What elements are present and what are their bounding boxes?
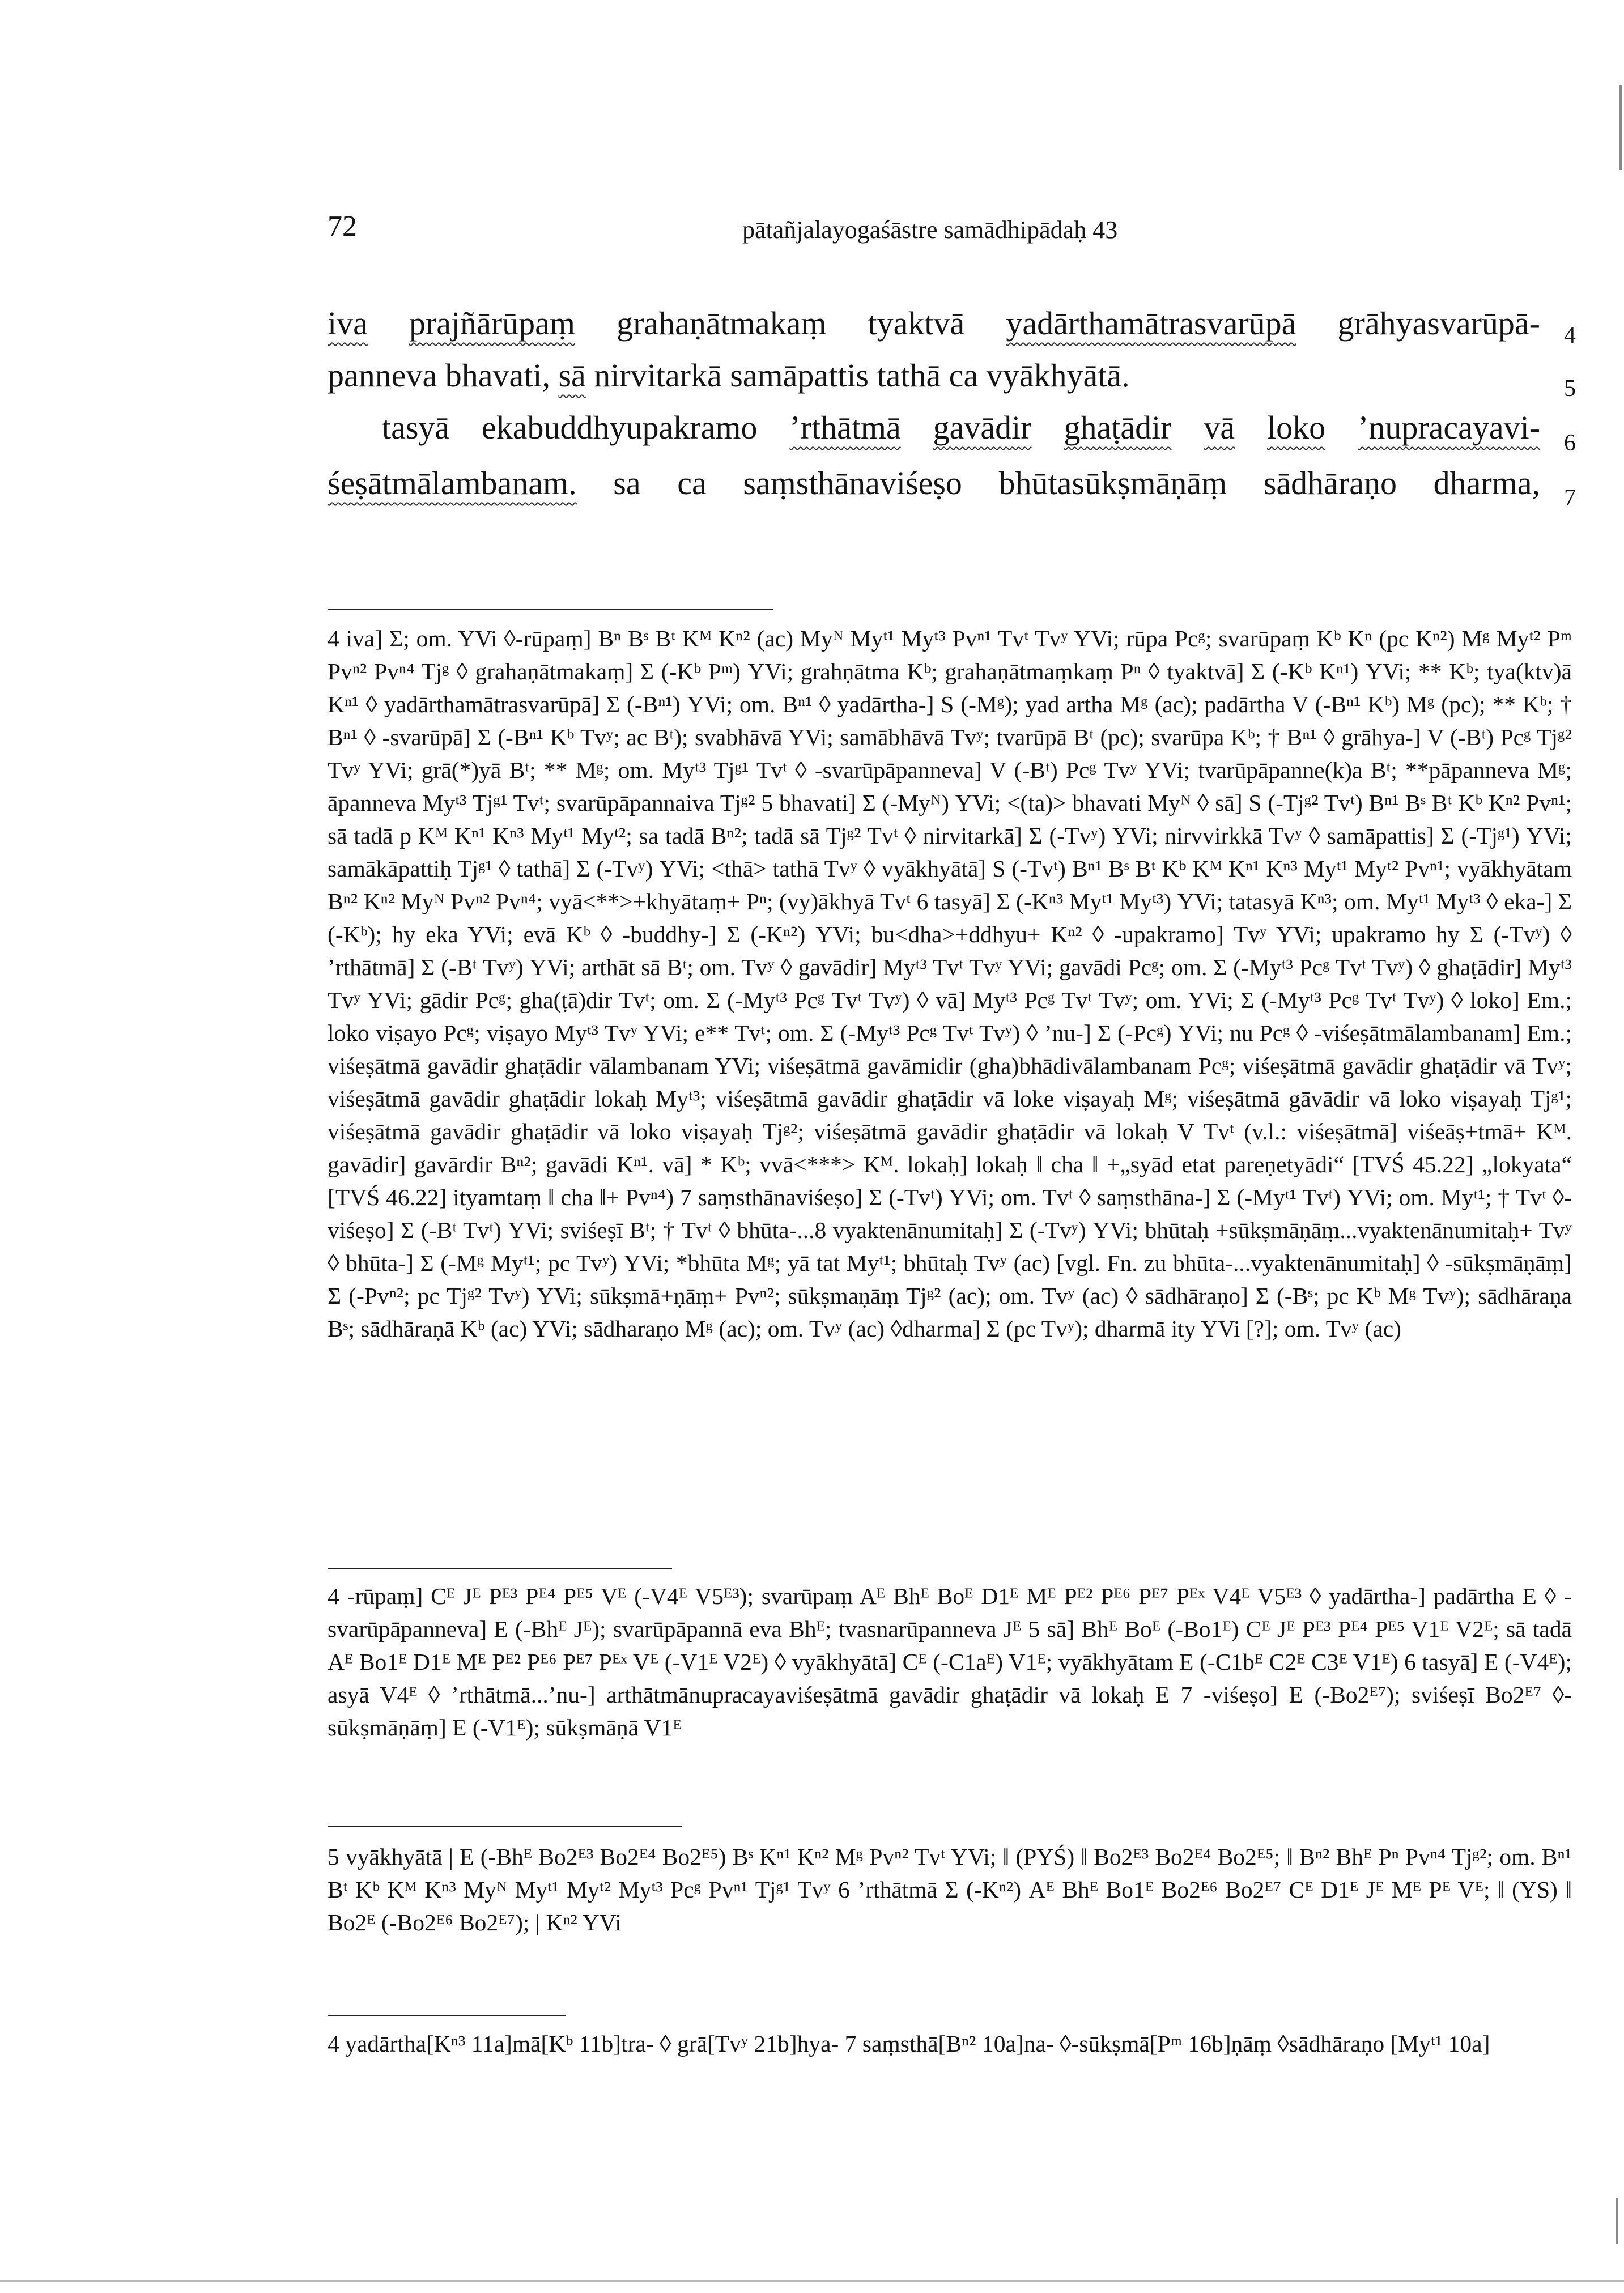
marked-word: gavādir: [933, 409, 1032, 446]
marked-word: iva: [328, 305, 368, 342]
marked-word: yadārthamātrasvarūpā: [1006, 305, 1296, 342]
page-number: 72: [328, 210, 357, 243]
apparatus-2: 4 -rūpaṃ] Cᴱ Jᴱ Pᴱ³ Pᴱ⁴ Pᴱ⁵ Vᴱ (-V4ᴱ V5ᴱ³); svarūpaṃ Aᴱ Bhᴱ Boᴱ D1ᴱ Mᴱ Pᴱ² Pᴱ⁶ Pᴱ⁷ Pᴱˣ V4ᴱ V5ᴱ³ ◊ yadārtha-] padārtha E ◊ -svarūpāpanneva] E (-Bhᴱ Jᴱ); svarūpāpannā eva Bhᴱ; tvasnarūpanneva Jᴱ 5 sā] Bhᴱ Boᴱ (-Bo1ᴱ) Cᴱ Jᴱ Pᴱ³ Pᴱ⁴ Pᴱ⁵ V1ᴱ V2ᴱ; sā tadā Aᴱ Bo1ᴱ D1ᴱ Mᴱ Pᴱ² Pᴱ⁶ Pᴱ⁷ Pᴱˣ Vᴱ (-V1ᴱ V2ᴱ) ◊ vyākhyātā] Cᴱ (-C1aᴱ) V1ᴱ; vyākhyātam E (-C1bᴱ C2ᴱ C3ᴱ V1ᴱ) 6 tasyā] E (-V4ᴱ); asyā V4ᴱ ◊ ’rthātmā...’nu-] arthātmānupracayaviśeṣātmā gavādir ghaṭādir vā lokaḥ E 7 -viśeṣo] E (-Bo2ᴱ⁷); sviśeṣī Bo2ᴱ⁷ ◊-sūkṣmāṇāṃ] E (-V1ᴱ); sūkṣmāṇā V1ᴱ: [328, 1583, 1572, 1741]
text-segment: [1235, 409, 1267, 446]
marked-word: ’rthātmā: [789, 409, 901, 446]
marked-word: ’nupracayavi-: [1358, 409, 1541, 446]
text-segment: sa ca saṃsthānaviśeṣo bhūtasūkṣmāṇāṃ sādhāraṇo dharma,: [576, 465, 1540, 501]
line-number: 5: [1564, 376, 1576, 402]
apparatus-3: 5 vyākhyātā | E (-Bhᴱ Bo2ᴱ³ Bo2ᴱ⁴ Bo2ᴱ⁵) Bˢ Kⁿ¹ Kⁿ² Mᵍ Pvⁿ² Tvᵗ YVi; ‖ (PYŚ) ‖ Bo2ᴱ³ Bo2ᴱ⁴ Bo2ᴱ⁵; ‖ Bⁿ² Bhᴱ Pⁿ Pvⁿ⁴ Tjᵍ²; om. Bⁿ¹ Bᵗ Kᵇ Kᴹ Kⁿ³ Myᴺ Myᵗ¹ Myᵗ² Myᵗ³ Pcᵍ Pvⁿ¹ Tjᵍ¹ Tvʸ 6 ’rthātmā Σ (-Kⁿ²) Aᴱ Bhᴱ Bo1ᴱ Bo2ᴱ⁶ Bo2ᴱ⁷ Cᴱ D1ᴱ Jᴱ Mᴱ Pᴱ Vᴱ; ‖ (YS) ‖ Bo2ᴱ (-Bo2ᴱ⁶ Bo2ᴱ⁷); | Kⁿ² YVi: [328, 1844, 1572, 1935]
scan-edge-mark: [1619, 85, 1622, 170]
running-head: pātañjalayogaśāstre samādhipādaḥ 43: [742, 216, 1118, 244]
text-segment: grahaṇātmakaṃ tyaktvā: [575, 305, 1006, 342]
main-text-line: [328, 459, 1540, 508]
rule-1: [328, 609, 773, 610]
rule-3: [328, 1826, 682, 1827]
marked-word: vā: [1204, 409, 1235, 446]
main-text-line: [328, 351, 1540, 400]
text-segment: panneva bhavati,: [328, 357, 559, 394]
rule-2: [328, 1568, 672, 1569]
marked-word: śeṣātmālambanam.: [328, 465, 577, 501]
line-number: 7: [1564, 485, 1576, 511]
text-segment: [1032, 409, 1064, 446]
text-segment: [901, 409, 933, 446]
apparatus-4: 4 yadārtha[Kⁿ³ 11a]mā[Kᵇ 11b]tra- ◊ grā[Tvʸ 21b]hya- 7 saṃsthā[Bⁿ² 10a]na- ◊-sūkṣmā[Pᵐ 16b]ṇāṃ ◊sādhāraṇo [Myᵗ¹ 10a]: [328, 2031, 1490, 2057]
scan-edge-mark: [1616, 2198, 1618, 2244]
line-number: 4: [1564, 322, 1576, 348]
text-segment: [368, 305, 409, 342]
text-segment: grāhyasvarūpā-: [1296, 305, 1540, 342]
text-segment: tasyā ekabuddhyupakramo: [382, 409, 790, 446]
apparatus-1: 4 iva] Σ; om. YVi ◊-rūpaṃ] Bⁿ Bˢ Bᵗ Kᴹ Kⁿ² (ac) Myᴺ Myᵗ¹ Myᵗ³ Pvⁿ¹ Tvᵗ Tvʸ YVi; rūpa Pcᵍ; svarūpaṃ Kᵇ Kⁿ (pc Kⁿ²) Mᵍ Myᵗ² Pᵐ Pvⁿ² Pvⁿ⁴ Tjᵍ ◊ grahaṇātmakaṃ] Σ (-Kᵇ Pᵐ) YVi; grahṇātma Kᵇ; grahaṇātmaṃkaṃ Pⁿ ◊ tyaktvā] Σ (-Kᵇ Kⁿ¹) YVi; ** Kᵇ; tya(ktv)ā Kⁿ¹ ◊ yadārthamātrasvarūpā] Σ (-Bⁿ¹) YVi; om. Bⁿ¹ ◊ yadārtha-] S (-Mᵍ); yad artha Mᵍ (ac); padārtha V (-Bⁿ¹ Kᵇ) Mᵍ (pc); ** Kᵇ; † Bⁿ¹ ◊ -svarūpā] Σ (-Bⁿ¹ Kᵇ Tvʸ; ac Bᵗ); svabhāvā YVi; samābhāvā Tvʸ; tvarūpā Bᵗ (pc); svarūpa Kᵇ; † Bⁿ¹ ◊ grāhya-] V (-Bᵗ) Pcᵍ Tjᵍ² Tvʸ YVi; grā(*)yā Bᵗ; ** Mᵍ; om. Myᵗ³ Tjᵍ¹ Tvᵗ ◊ -svarūpāpanneva] V (-Bᵗ) Pcᵍ Tvʸ YVi; tvarūpāpanne(k)a Bᵗ; **pāpanneva Mᵍ; āpanneva Myᵗ³ Tjᵍ¹ Tvᵗ; svarūpāpannaiva Tjᵍ² 5 bhavati] Σ (-Myᴺ) YVi; <(ta)> bhavati Myᴺ ◊ sā] S (-Tjᵍ² Tvᵗ) Bⁿ¹ Bˢ Bᵗ Kᵇ Kⁿ² Pvⁿ¹; sā tadā p Kᴹ Kⁿ¹ Kⁿ³ Myᵗ¹ Myᵗ²; sa tadā Bⁿ²; tadā sā Tjᵍ² Tvᵗ ◊ nirvitarkā] Σ (-Tvʸ) YVi; nirvvirkkā Tvʸ ◊ samāpattis] Σ (-Tjᵍ¹) YVi; samākāpattiḥ Tjᵍ¹ ◊ tathā] Σ (-Tvʸ) YVi; <thā> tathā Tvʸ ◊ vyākhyātā] S (-Tvᵗ) Bⁿ¹ Bˢ Bᵗ Kᵇ Kᴹ Kⁿ¹ Kⁿ³ Myᵗ¹ Myᵗ² Pvⁿ¹; vyākhyātam Bⁿ² Kⁿ² Myᴺ Pvⁿ² Pvⁿ⁴; vyā<**>+khyātaṃ+ Pⁿ; (vy)ākhyā Tvᵗ 6 tasyā] Σ (-Kⁿ³ Myᵗ¹ Myᵗ³) YVi; tatasyā Kⁿ³; om. Myᵗ¹ Myᵗ³ ◊ eka-] Σ (-Kᵇ); hy eka YVi; evā Kᵇ ◊ -buddhy-] Σ (-Kⁿ²) YVi; bu<dha>+ddhyu+ Kⁿ² ◊ -upakramo] Tvʸ YVi; upakramo hy Σ (-Tvʸ) ◊ ’rthātmā] Σ (-Bᵗ Tvʸ) YVi; arthāt sā Bᵗ; om. Tvʸ ◊ gavādir] Myᵗ³ Tvᵗ Tvʸ YVi; gavādi Pcᵍ; om. Σ (-Myᵗ³ Pcᵍ Tvᵗ Tvʸ) ◊ ghaṭādir] Myᵗ³ Tvʸ YVi; gādir Pcᵍ; gha(ṭā)dir Tvᵗ; om. Σ (-Myᵗ³ Pcᵍ Tvᵗ Tvʸ) ◊ vā] Myᵗ³ Pcᵍ Tvᵗ Tvʸ; om. YVi; Σ (-Myᵗ³ Pcᵍ Tvᵗ Tvʸ) ◊ loko] Em.; loko viṣayo Pcᵍ; viṣayo Myᵗ³ Tvʸ YVi; e** Tvᵗ; om. Σ (-Myᵗ³ Pcᵍ Tvᵗ Tvʸ) ◊ ’nu-] Σ (-Pcᵍ) YVi; nu Pcᵍ ◊ -viśeṣātmālambanam] Em.; viśeṣātmā gavādir ghaṭādir vālambanam YVi; viśeṣātmā gavāmidir (gha)bhādivālambanam Pcᵍ; viśeṣātmā gavādir ghaṭādir vā Tvʸ; viśeṣātmā gavādir ghaṭādir lokaḥ Myᵗ³; viśeṣātmā gavādir ghaṭādir vā loke viṣayaḥ Mᵍ; viśeṣātmā gāvādir vā loko viṣayaḥ Tjᵍ¹; viśeṣātmā gavādir ghaṭādir vā loko viṣayaḥ Tjᵍ²; viśeṣātmā gavādir ghaṭādir vā lokaḥ V Tvᵗ (v.l.: viśeṣātmā] viśeāṣ+tmā+ Kᴹ. gavādir] gavārdir Bⁿ²; gavādi Kⁿ¹. vā] * Kᵇ; vvā<***> Kᴹ. lokaḥ] lokaḥ ‖ cha ‖ +„syād etat pareṇetyādi“ [TVŚ 45.22] „lokyata“ [TVŚ 46.22] ityamtaṃ ‖ cha ‖+ Pvⁿ⁴) 7 saṃsthānaviśeṣo] Σ (-Tvᵗ) YVi; om. Tvᵗ ◊ saṃsthāna-] Σ (-Myᵗ¹ Tvᵗ) YVi; om. Myᵗ¹; † Tvᵗ ◊-viśeṣo] Σ (-Bᵗ Tvᵗ) YVi; sviśeṣī Bᵗ; † Tvᵗ ◊ bhūta-...8 vyaktenānumitaḥ] Σ (-Tvʸ) YVi; bhūtaḥ +sūkṣmāṇāṃ...vyaktenānumitaḥ+ Tvʸ ◊ bhūta-] Σ (-Mᵍ Myᵗ¹; pc Tvʸ) YVi; *bhūta Mᵍ; yā tat Myᵗ¹; bhūtaḥ Tvʸ (ac) [vgl. Fn. zu bhūta-...vyaktenānumitaḥ] ◊ -sūkṣmāṇāṃ] Σ (-Pvⁿ²; pc Tjᵍ² Tvʸ) YVi; sūkṣmā+ṇāṃ+ Pvⁿ²; sūkṣmaṇāṃ Tjᵍ² (ac); om. Tvʸ (ac) ◊ sādhāraṇo] Σ (-Bˢ; pc Kᵇ Mᵍ Tvʸ); sādhāraṇa Bˢ; sādhāraṇā Kᵇ (ac) YVi; sādharaṇo Mᵍ (ac); om. Tvʸ (ac) ◊dharma] Σ (pc Tvʸ); dharmā ity YVi [?]; om. Tvʸ (ac): [328, 626, 1572, 1342]
text-segment: [1172, 409, 1204, 446]
marked-word: ghaṭādir: [1064, 409, 1172, 446]
marked-word: loko: [1267, 409, 1326, 446]
line-number: 6: [1564, 430, 1576, 456]
text-segment: [1325, 409, 1358, 446]
main-text-line: [328, 299, 1540, 348]
marked-word: sā: [558, 357, 586, 394]
scan-bottom-edge: [0, 2280, 1624, 2282]
main-text-line: [328, 403, 1540, 452]
marked-word: prajñārūpaṃ: [409, 305, 576, 342]
rule-4: [328, 2015, 566, 2016]
text-segment: nirvitarkā samāpattis tathā ca vyākhyātā.: [585, 357, 1130, 394]
